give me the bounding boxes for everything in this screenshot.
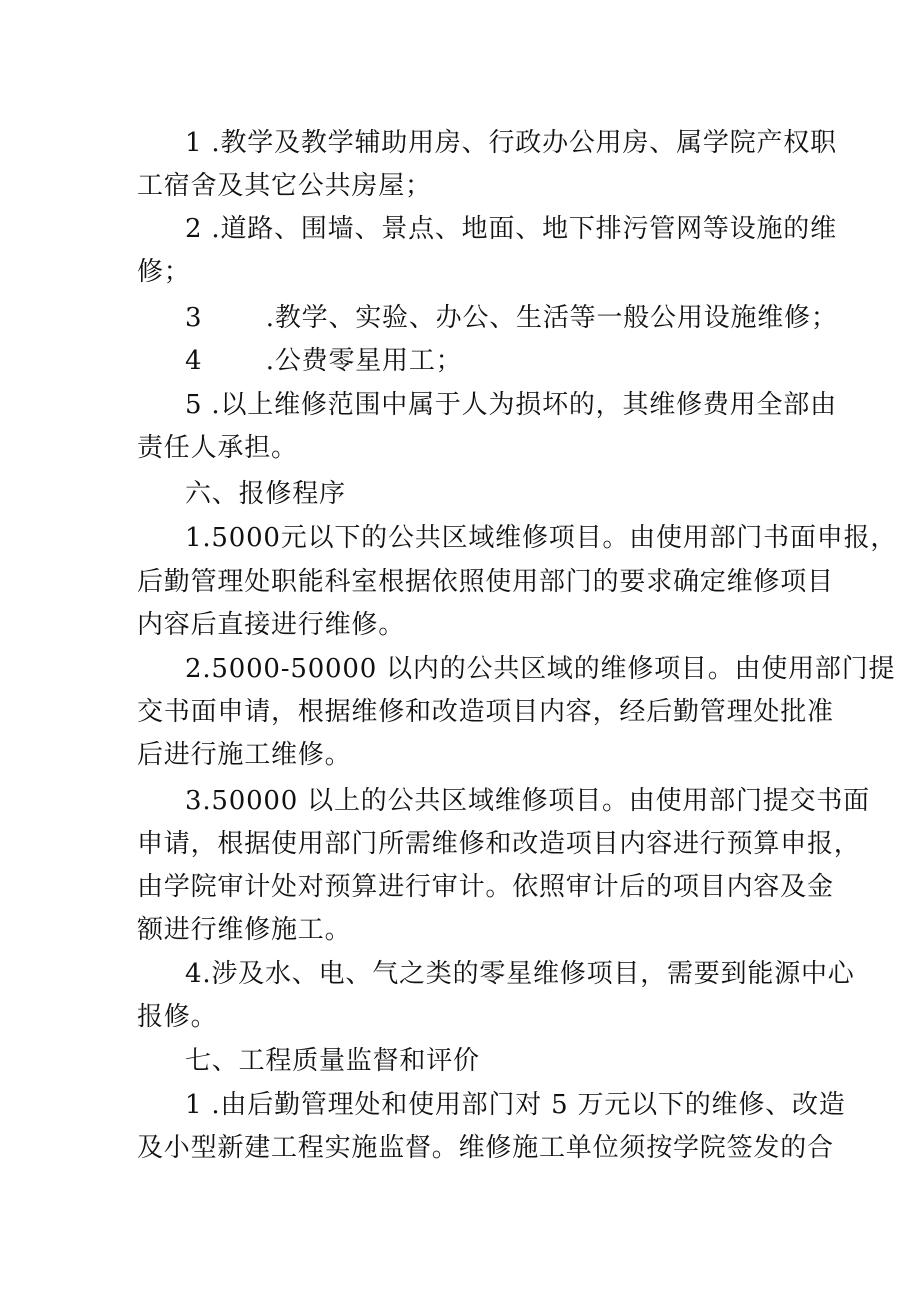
text-line: 报修。 bbox=[137, 1002, 218, 1032]
text-line: 3.50000 以上的公共区域维修项目。由使用部门提交书面 bbox=[185, 786, 870, 816]
text-line: 4.涉及水、电、气之类的零星维修项目，需要到能源中心 bbox=[185, 959, 855, 989]
text-line: 及小型新建工程实施监督。维修施工单位须按学院签发的合 bbox=[137, 1133, 834, 1163]
text-line: 内容后直接进行维修。 bbox=[137, 610, 406, 640]
text-line: 后进行施工维修。 bbox=[137, 740, 352, 770]
text-line: 1 .教学及教学辅助用房、行政办公用房、属学院产权职 bbox=[185, 128, 837, 158]
text-line: 2.5000-50000 以内的公共区域的维修项目。由使用部门提 bbox=[185, 654, 896, 684]
section-heading: 六、报修程序 bbox=[185, 479, 346, 509]
text-line: 3 .教学、实验、办公、生活等一般公用设施维修； bbox=[185, 303, 838, 333]
text-line: 申请，根据使用部门所需维修和改造项目内容进行预算申报， bbox=[137, 829, 861, 859]
section-heading: 七、工程质量监督和评价 bbox=[185, 1046, 480, 1076]
text-line: 2 .道路、围墙、景点、地面、地下排污管网等设施的维 bbox=[185, 214, 837, 244]
text-line: 1.5000元以下的公共区域维修项目。由使用部门书面申报， bbox=[185, 523, 898, 553]
text-line: 额进行维修施工。 bbox=[137, 915, 352, 945]
text-line: 交书面申请，根据维修和改造项目内容，经后勤管理处批准 bbox=[137, 697, 834, 727]
text-line: 工宿舍及其它公共房屋； bbox=[137, 171, 432, 201]
text-line: 4 .公费零星用工； bbox=[185, 346, 463, 376]
text-line: 修； bbox=[137, 257, 191, 287]
text-line: 后勤管理处职能科室根据依照使用部门的要求确定维修项目 bbox=[137, 567, 834, 597]
text-line: 1 .由后勤管理处和使用部门对 5 万元以下的维修、改造 bbox=[185, 1090, 846, 1120]
text-line: 由学院审计处对预算进行审计。依照审计后的项目内容及金 bbox=[137, 872, 834, 902]
text-line: 责任人承担。 bbox=[137, 433, 298, 463]
text-line: 5 .以上维修范围中属于人为损坏的，其维修费用全部由 bbox=[185, 390, 837, 420]
